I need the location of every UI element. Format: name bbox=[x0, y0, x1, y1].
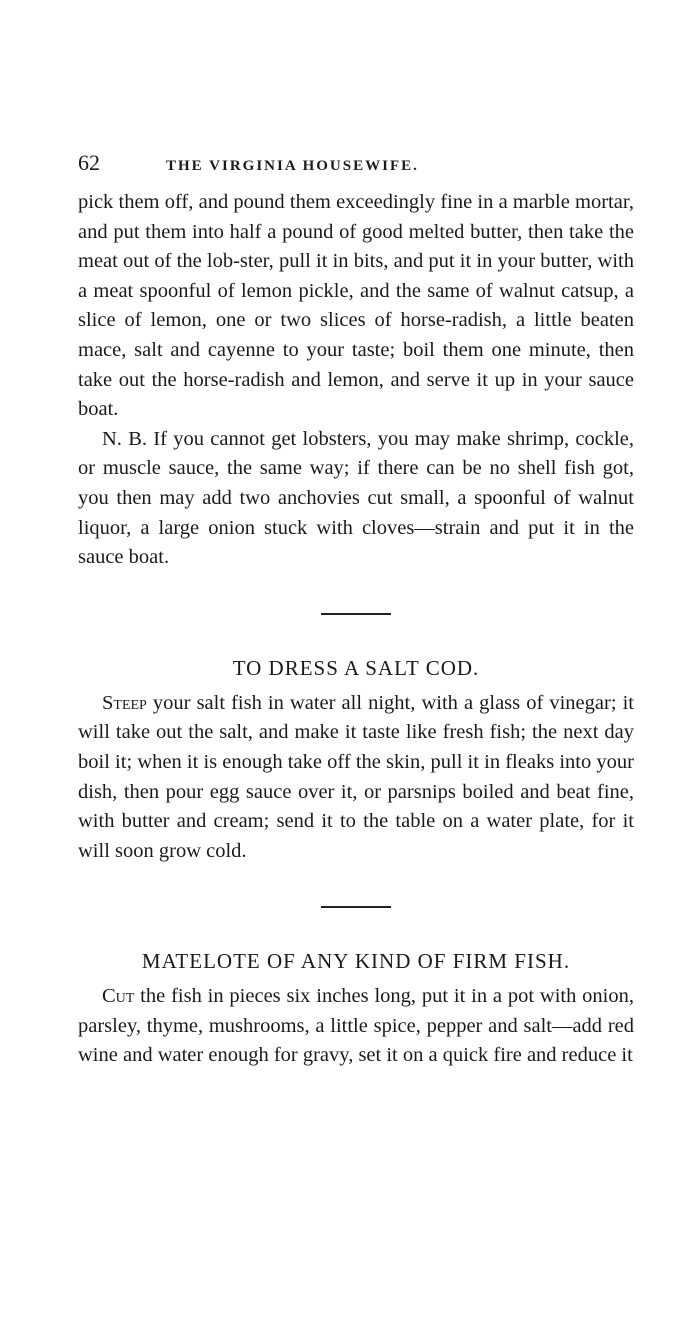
recipe-title-salt-cod: TO DRESS A SALT COD. bbox=[232, 655, 480, 680]
section-divider bbox=[321, 906, 391, 908]
recipe-text: the fish in pieces six inches long, put it in a pot with onion, parsley, thyme, mushrooms, a little spice, pepper and salt—add red wine and water enough for gravy, set it on a quick fire and reduce it bbox=[78, 985, 634, 1067]
running-title: THE VIRGINIA HOUSEWIFE. bbox=[166, 158, 419, 174]
lead-word: Steep bbox=[102, 691, 147, 714]
page-number: 62 bbox=[78, 150, 100, 175]
continued-paragraph: pick them off, and pound them exceedingly fine in a marble mortar, and put them into half a pound of good melted butter, then take the meat out of the lob-ster, pull it in bits, and put it in your butter, with a meat spoonful of lemon pickle, and the same of walnut catsup, a slice of lemon, one or two slices of horse-radish, a little beaten mace, salt and cayenne to your taste; boil them one minute, then take out the horse-radish and lemon, and serve it up in your sauce boat. bbox=[78, 191, 634, 421]
running-header bbox=[78, 150, 634, 180]
recipe-body-matelote bbox=[78, 982, 634, 1071]
recipe-text: your salt fish in water all night, with a glass of vinegar; it will take out the salt, and make it taste like fresh fish; the next day boil it; when it is enough take off the skin, pull it in fleaks into your dish, then pour egg sauce over it, or parsnips boiled and beat fine, with butter and cream; send it to the table on a water plate, for it will soon grow cold. bbox=[78, 691, 634, 862]
recipe-body-salt-cod bbox=[78, 689, 634, 867]
section-divider bbox=[321, 613, 391, 615]
lead-word: Cut bbox=[102, 985, 135, 1008]
recipe-title-matelote: MATELOTE OF ANY KIND OF FIRM FISH. bbox=[141, 949, 571, 974]
nota-bene-paragraph: N. B. If you cannot get lobsters, you may make shrimp, cockle, or muscle sauce, the same way; if there can be no shell fish got, you then may add two anchovies cut small, a spoonful of walnut liquor, a large onion stuck with cloves—strain and put it in the sauce boat. bbox=[78, 427, 634, 569]
book-page bbox=[78, 150, 634, 1071]
